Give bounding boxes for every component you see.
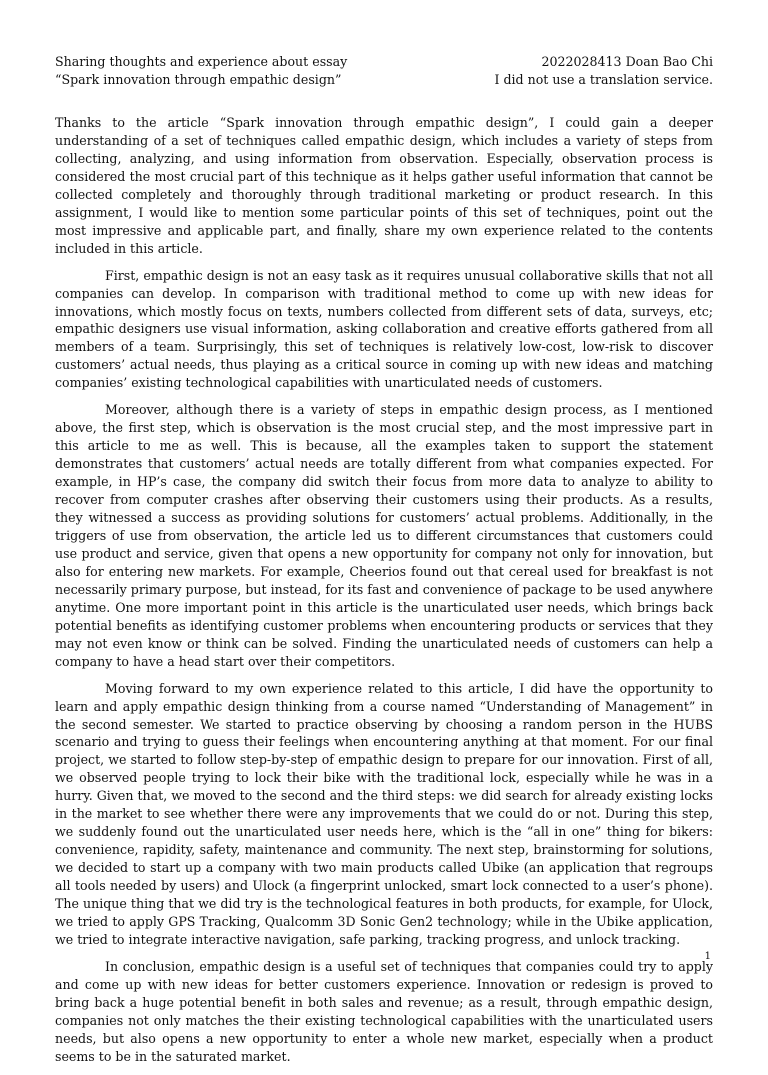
essay-title-line-2: “Spark innovation through empathic design”: [55, 72, 342, 87]
paragraph-introduction: Thanks to the article “Spark innovation through empathic design”, I could gain a deeper understanding of a set of techniques called empathic design, which includes a variety of steps from collecting, analyzing, and using information from observation. Especially, observation process is considered the most crucial part of this technique as it helps gather useful information that cannot be collected completely and thoroughly through traditional marketing or product research. In this assignment, I would like to mention some particular points of this set of techniques, point out the most impressive and applicable part, and finally, share my own experience related to the contents included in this article.: [55, 115, 713, 256]
paragraph-observation: Moreover, although there is a variety of steps in empathic design process, as I mentioned above, the first step, which is observation is the most crucial step, and the most impressive part in this article to me as well. This is because, all the examples taken to support the statement demonstrates that customers’ actual needs are totally different from what companies expected. For example, in HP’s case, the company did switch their focus from more data to analyze to ability to recover from computer crashes after observing their customers using their products. As a results, they witnessed a success as providing solutions for customers’ actual problems. Additionally, in the triggers of use from observation, the article led us to different circumstances that customers could use product and service, given that opens a new opportunity for company not only for innovation, but also for entering new markets. For example, Cheerios found out that cereal used for breakfast is not necessarily primary purpose, but instead, for its fast and convenience of package to be used anywhere anytime. One more important point in this article is the unarticulated user needs, which brings back potential benefits as identifying customer problems when encountering products or services that they may not even know or think can be solved. Finding the unarticulated needs of customers can help a company to have a head start over their competitors.: [55, 402, 713, 669]
essay-body: [55, 114, 713, 1075]
paragraph-first-point: First, empathic design is not an easy task as it requires unusual collaborative skills that not all companies can develop. In comparison with traditional method to come up with new ideas for innovations, which mostly focus on texts, numbers collected from different sets of data, surveys, etc; empathic designers use visual information, asking collaboration and creative efforts gathered from all members of a team. Surprisingly, this set of techniques is relatively low-cost, low-risk to discover customers’ actual needs, thus playing as a critical source in coming up with new ideas and matching companies’ existing technological capabilities with unarticulated needs of customers.: [55, 267, 713, 391]
paragraph-conclusion: In conclusion, empathic design is a useful set of techniques that companies could try to apply and come up with new ideas for better customers experience. Innovation or redesign is proved to bring back a huge potential benefit in both sales and revenue; as a result, through empathic design, companies not only matches the their existing technological capabilities with the unarticulated users needs, but also opens a new opportunity to enter a whole new market, especially when a product seems to be in the saturated market.: [55, 958, 713, 1064]
document-header: [55, 53, 713, 89]
header-row-2: [55, 71, 713, 89]
page-number: 1: [704, 951, 711, 962]
translation-declaration: I did not use a translation service.: [494, 72, 713, 87]
student-id-name: 2022028413 Doan Bao Chi: [541, 54, 713, 69]
header-row-1: [55, 53, 713, 71]
paragraph-experience: Moving forward to my own experience related to this article, I did have the opportunity to learn and apply empathic design thinking from a course named “Understanding of Management” in the second semester. We started to practice observing by choosing a random person in the HUBS scenario and trying to guess their feelings when encountering anything at that moment. For our final project, we started to follow step-by-step of empathic design to prepare for our innovation. First of all, we observed people trying to lock their bike with the traditional lock, especially while he was in a hurry. Given that, we moved to the second and the third steps: we did search for already existing locks in the market to see whether there were any improvements that we could do or not. During this step, we suddenly found out the unarticulated user needs here, which is the “all in one” thing for bikers: convenience, rapidity, safety, maintenance and community. The next step, brainstorming for solutions, we decided to start up a company with two main products called Ubike (an application that regroups all tools needed by users) and Ulock (a fingerprint unlocked, smart lock connected to a user’s phone). The unique thing that we did try is the technological features in both products, for example, for Ulock, we tried to apply GPS Tracking, Qualcomm 3D Sonic Gen2 technology; while in the Ubike application, we tried to integrate interactive navigation, safe parking, tracking progress, and unlock tracking.: [55, 680, 713, 947]
essay-title-line-1: Sharing thoughts and experience about essay: [55, 54, 348, 69]
